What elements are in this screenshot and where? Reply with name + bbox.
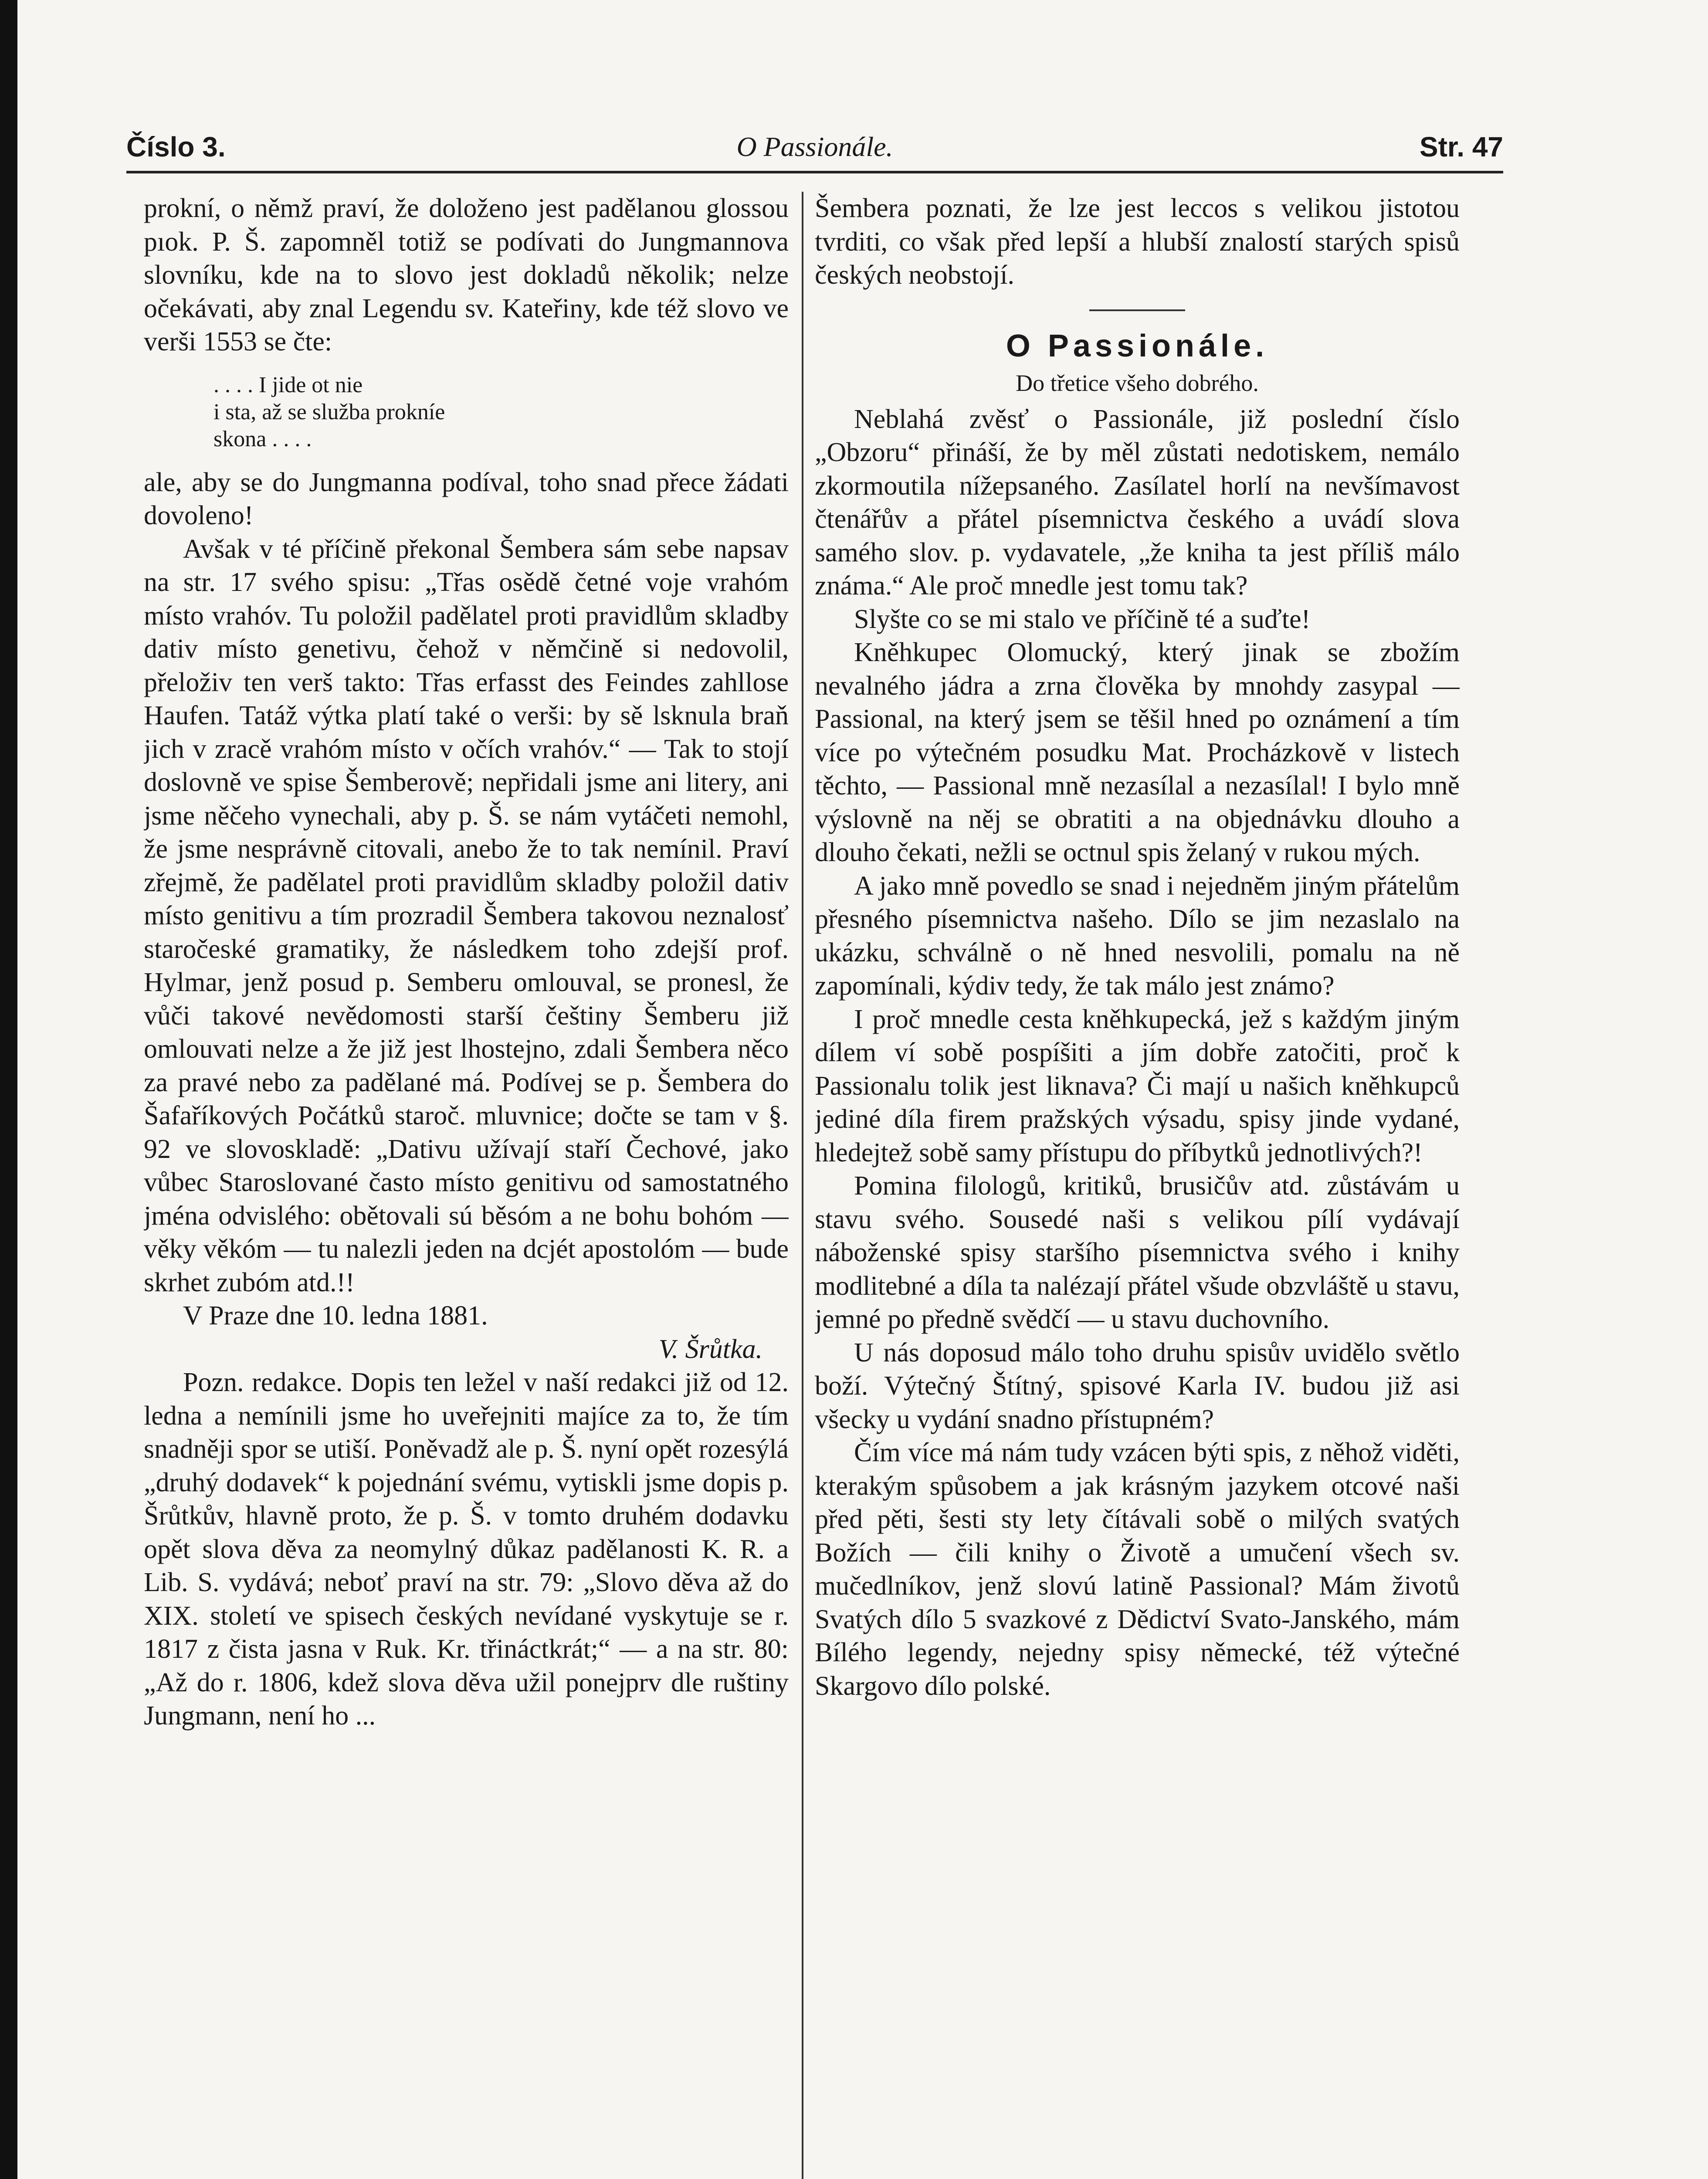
- left-column: [144, 192, 789, 2179]
- page-number: Str. 47: [1419, 131, 1503, 163]
- issue-number: Číslo 3.: [126, 131, 226, 163]
- verse-line-2: i sta, až se služba prokníe: [214, 399, 445, 424]
- right-paragraph-9: Čím více má nám tudy vzácen býti spis, z něhož viděti, kterakým spůsobem a jak krásným jazykem otcové naši před pěti, šesti sty lety čítávali sobě o milých svatých Božích — čili knihy o Životě a umučení všech sv. mučedlníkov, jenž slovú latině Passional? Mám životů Svatých dílo 5 svazkové z Dědictví Svato-Janského, mám Bílého legendy, nejedny spisy německé, též výtečné Skargovo dílo polské.: [815, 1438, 1460, 1701]
- article-title: O Passionále.: [1006, 328, 1269, 363]
- column-divider: [802, 192, 803, 2179]
- right-paragraph-1: Šembera poznati, že lze jest leccos s velikou jistotou tvrditi, co však před lepší a hlubší znalostí starých spisů českých neobstojí.: [815, 193, 1460, 290]
- verse-line-1: . . . . I jide ot nie: [214, 372, 363, 397]
- right-column: [815, 192, 1460, 2179]
- page-header: [126, 126, 1503, 174]
- right-paragraph-8: U nás doposud málo toho druhu spisův uvidělo světlo boží. Výtečný Štítný, spisové Karla IV. budou již asi všecky u vydání snadno přístupném?: [815, 1337, 1460, 1434]
- right-paragraph-2: Neblahá zvěsť o Passionále, již poslední číslo „Obzoru“ přináší, že by měl zůstati nedotiskem, nemálo zkormoutila nížepsaného. Zasílatel horlí na nevšímavost čtenářův a přátel písemnictva českého a uvádí slova samého slov. p. vydavatele, „že kniha ta jest příliš málo známa.“ Ale proč mnedle jest tomu tak?: [815, 404, 1460, 601]
- viewer-edge: [0, 0, 17, 2179]
- left-paragraph-3: Avšak v té příčině překonal Šembera sám sebe napsav na str. 17 svého spisu: „Třas osědě četné voje vrahóm místo vrahóv. Tu položil padělatel proti pravidlům skladby dativ místo genetivu, čehož v němčině si nedovolil, přeloživ ten verš takto: Třas erfasst des Feindes zahllose Haufen. Tatáž výtka platí také o verši: by sě lsknula braň jich v zracě vrahóm místo v očích vrahóv.“ — Tak to stojí doslovně ve spise Šemberově; nepřidali jsme ani litery, ani jsme něčeho vynechali, aby p. Š. se nám vytáčeti nemohl, že jsme nesprávně citovali, anebo že to tak nemínil. Praví zřejmě, že padělatel proti pravidlům skladby položil dativ místo genitivu a tím prozradil Šembera takovou neznalosť staročeské gramatiky, že následkem toho zdejší prof. Hylmar, jenž posud p. Semberu omlouval, se pronesl, že vůči takové nevědomosti starší češtiny Šemberu již omlouvati nelze a že již jest lhostejno, zdali Šembera něco za pravé nebo za padělané má. Podívej se p. Šembera do Šafaříkových Počátků staroč. mluvnice; dočte se tam v §. 92 ve slovoskladě: „Dativu užívají staří Čechové, jako vůbec Staroslované často místo genitivu od samostatného jména odvislého: obětovali sú běsóm a ne bohu bohóm — věky věkóm — tu nalezli jeden na dcjét apostolóm — bude skrhet zubóm atd.!!: [144, 534, 789, 1297]
- article-subtitle: Do třetice všeho dobrého.: [1016, 370, 1259, 396]
- verse-quote: [214, 372, 789, 453]
- signature: V. Šrůtka.: [658, 1334, 762, 1364]
- right-paragraph-3: Slyšte co se mi stalo ve příčině té a suďte!: [854, 604, 1311, 634]
- section-divider: [1089, 309, 1185, 311]
- right-paragraph-5: A jako mně povedlo se snad i nejednĕm jiným přátelům přesného písemnictva našeho. Dílo se jim nezaslalo na ukázku, schválně o ně hned nesvolili, pomalu na ně zapomínali, kýdiv tedy, že tak málo jest známo?: [815, 871, 1460, 1001]
- right-paragraph-7: Pomina filologů, kritiků, brusičův atd. zůstávám u stavu svého. Sousedé naši s velikou pílí vydávají náboženské spisy staršího písemnictva svého i knihy modlitebné a díla ta nalézají přátel všude obzvláště u stavu, jemné po předně svědčí — u stavu duchovního.: [815, 1171, 1460, 1334]
- header-rule: [126, 171, 1503, 173]
- right-paragraph-6: I proč mnedle cesta kněhkupecká, jež s každým jiným dílem ví sobě pospíšiti a jím dobře zatočiti, proč k Passionalu tolik jest liknava? Či mají u našich kněhkupců jediné díla firem pražských výsadu, spisy jinde vydané, hledejtež sobě samy přístupu do příbytků jednotlivých?!: [815, 1004, 1460, 1168]
- left-paragraph-2: ale, aby se do Jungmanna podíval, toho snad přece žádati dovoleno!: [144, 467, 789, 530]
- editorial-note: Pozn. redakce. Dopis ten ležel v naší redakci již od 12. ledna a nemínili jsme ho uveřejniti majíce za to, že tím snadněji spor se utiší. Poněvadž ale p. Š. nyní opět rozesýlá „druhý dodavek“ k pojednání svému, vytiskli jsme dopis p. Šrůtkův, hlavně proto, že p. Š. v tomto druhém dodavku opět slova děva za neomylný důkaz padělanosti K. R. a Lib. S. vydává; neboť praví na str. 79: „Slovo děva až do XIX. století ve spisech českých nevídané vyskytuje se r. 1817 z čista jasna v Ruk. Kr. třináctkrát;“ — a na str. 80: „Až do r. 1806, kdež slova děva užil ponejprv dle ruštiny Jungmann, není ho ...: [144, 1368, 789, 1731]
- verse-line-3: skona . . . .: [214, 426, 312, 451]
- left-paragraph-1: prokní, o němž praví, že doloženo jest padělanou glossou pıok. P. Š. zapomněl totiž se podívati do Jungmannova slovníku, kde na to slovo jest dokladů několik; nelze očekávati, aby znal Legendu sv. Kateřiny, kde též slovo ve verši 1553 se čte:: [144, 193, 789, 356]
- right-paragraph-4: Kněhkupec Olomucký, který jinak se zbožím nevalného jádra a zrna člověka by mnohdy zasypal — Passional, na který jsem se těšil hned po oznámení a tím více po výtečném posudku Mat. Procházkově v listech těchto, — Passional mně nezasílal a nezasílal! I bylo mně výslovně na něj se obratiti a na objednávku dlouho a dlouho čekati, nežli se octnul spis želaný v rukou mých.: [815, 638, 1460, 867]
- running-title: O Passionále.: [736, 131, 893, 162]
- dateline: V Praze dne 10. ledna 1881.: [183, 1301, 488, 1330]
